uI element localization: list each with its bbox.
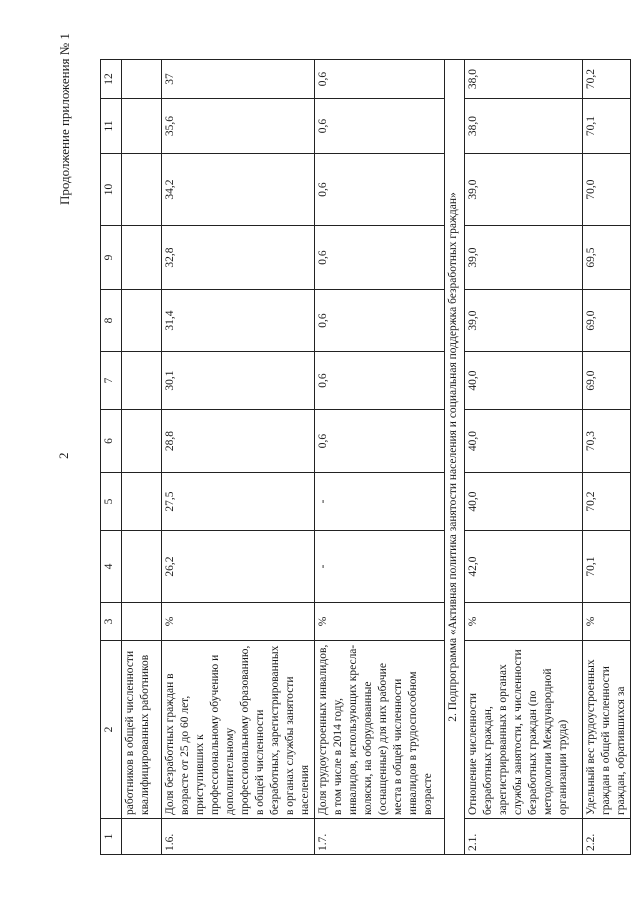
col-3: 3	[101, 603, 122, 641]
value-cell: 32,8	[162, 226, 315, 290]
table-row	[465, 60, 583, 855]
unit	[122, 603, 162, 641]
value-cell: 26,2	[162, 531, 315, 603]
value-cell: 0,6	[315, 99, 445, 154]
value-cell: 0,6	[315, 290, 445, 352]
table-row	[162, 60, 315, 855]
unit: %	[315, 603, 445, 641]
value-cell: -	[315, 473, 445, 531]
value-cell	[122, 410, 162, 473]
col-6: 6	[101, 410, 122, 473]
value-cell: 69,5	[583, 226, 631, 290]
col-8: 8	[101, 290, 122, 352]
value-cell	[122, 60, 162, 99]
row-number: 1.6.	[162, 819, 315, 855]
value-cell: 39,0	[465, 154, 583, 226]
table-row	[315, 60, 445, 855]
value-cell	[122, 352, 162, 410]
value-cell: 70,2	[583, 60, 631, 99]
value-cell	[122, 99, 162, 154]
value-cell: 40,0	[465, 352, 583, 410]
col-5: 5	[101, 473, 122, 531]
value-cell: 42,0	[465, 531, 583, 603]
indicator-name: работников в общей численности квалифицированных работников	[122, 641, 162, 819]
value-cell: 35,6	[162, 99, 315, 154]
value-cell: 39,0	[465, 226, 583, 290]
continuation-note: Продолжение приложения № 1	[57, 33, 72, 205]
value-cell: 0,6	[315, 410, 445, 473]
row-number	[122, 819, 162, 855]
row-number: 1.7.	[315, 819, 445, 855]
table-row	[122, 60, 162, 855]
value-cell: 69,0	[583, 290, 631, 352]
col-12: 12	[101, 60, 122, 99]
unit: %	[583, 603, 631, 641]
value-cell: 70,0	[583, 154, 631, 226]
value-cell: 34,2	[162, 154, 315, 226]
section-heading: 2. Подпрограмма «Активная политика занятости населения и социальная поддержка безработных граждан»	[445, 60, 465, 855]
value-cell: 28,8	[162, 410, 315, 473]
value-cell: 31,4	[162, 290, 315, 352]
value-cell: 70,3	[583, 410, 631, 473]
value-cell: 0,6	[315, 154, 445, 226]
col-1: 1	[101, 819, 122, 855]
indicators-table	[100, 59, 631, 855]
value-cell	[122, 531, 162, 603]
value-cell: 40,0	[465, 410, 583, 473]
value-cell	[122, 473, 162, 531]
col-10: 10	[101, 154, 122, 226]
table-row	[583, 60, 631, 855]
value-cell: 70,2	[583, 473, 631, 531]
value-cell: 0,6	[315, 226, 445, 290]
col-11: 11	[101, 99, 122, 154]
indicator-name: Удельный вес трудоустроенных граждан в общей численности граждан, обратившихся за	[583, 641, 631, 819]
column-numbers-row	[101, 60, 122, 855]
value-cell	[122, 290, 162, 352]
col-9: 9	[101, 226, 122, 290]
value-cell: 40,0	[465, 473, 583, 531]
value-cell	[122, 154, 162, 226]
value-cell: 70,1	[583, 99, 631, 154]
page-number: 2	[56, 452, 71, 459]
indicator-name: Доля безработных граждан в возрасте от 25 до 60 лет, приступивших к профессиональному обучению и дополнительному профессиональному образованию, в общей численности безработных, зарегистрированных в органах службы занятости населения	[162, 641, 315, 819]
col-2: 2	[101, 641, 122, 819]
value-cell: 38,0	[465, 99, 583, 154]
value-cell: 0,6	[315, 352, 445, 410]
value-cell: 27,5	[162, 473, 315, 531]
value-cell: 39,0	[465, 290, 583, 352]
row-number: 2.1.	[465, 819, 583, 855]
col-4: 4	[101, 531, 122, 603]
value-cell: 37	[162, 60, 315, 99]
section-heading-row	[445, 60, 465, 855]
unit: %	[465, 603, 583, 641]
value-cell	[122, 226, 162, 290]
indicator-name: Отношение численности безработных граждан, зарегистрированных в органах службы занятости, к численности безработных граждан (по методологии Международной организации труда)	[465, 641, 583, 819]
value-cell: 69,0	[583, 352, 631, 410]
value-cell: -	[315, 531, 445, 603]
value-cell: 0,6	[315, 60, 445, 99]
value-cell: 70,1	[583, 531, 631, 603]
indicator-name: Доля трудоустроенных инвалидов, в том числе в 2014 году, инвалидов, использующих кресла-коляски, на оборудованные (оснащенные) для них рабочие места в общей численности инвалидов в трудоспособном возрасте	[315, 641, 445, 819]
col-7: 7	[101, 352, 122, 410]
unit: %	[162, 603, 315, 641]
row-number: 2.2.	[583, 819, 631, 855]
value-cell: 30,1	[162, 352, 315, 410]
value-cell: 38,0	[465, 60, 583, 99]
